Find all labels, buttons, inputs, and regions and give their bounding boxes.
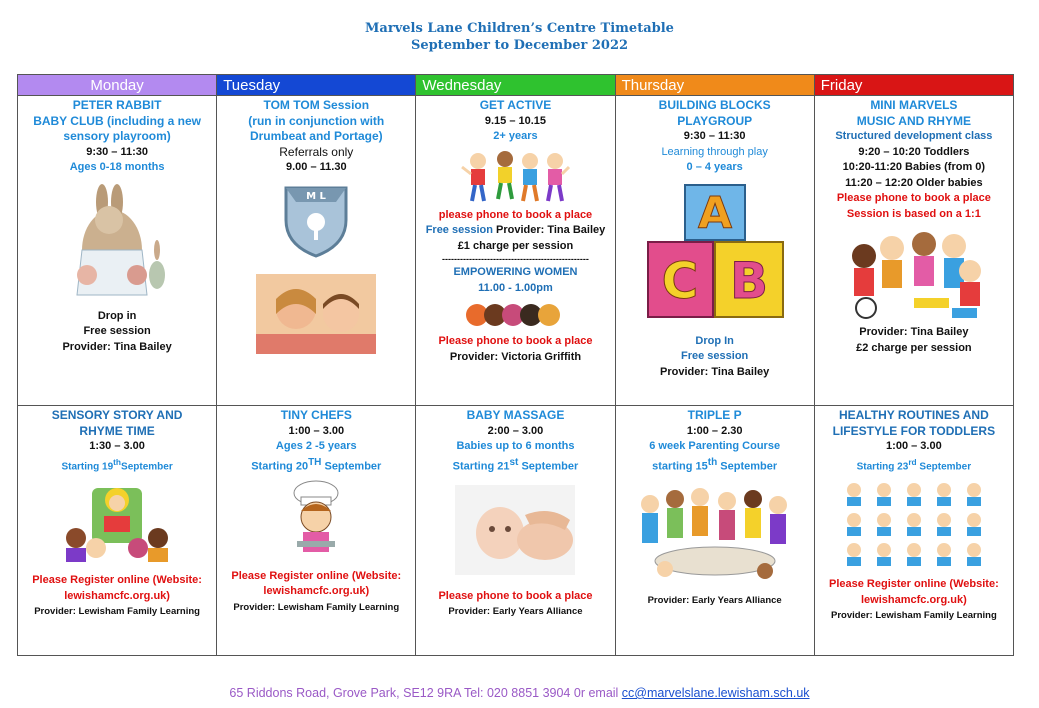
music-children-illustration [844,226,984,321]
school-shield-logo [276,180,356,260]
session-title: GET ACTIVE [479,98,552,112]
phone-to-book-text: Please phone to book a place [438,335,593,347]
active-children-illustration [460,149,570,204]
session-ages: Ages 2 -5 years [275,440,357,452]
session-time: 9.00 – 11.30 [286,161,347,173]
session-title-line: Drumbeat and Portage) [249,129,383,143]
drop-in-text: Drop In [695,334,734,347]
monday-morning-session [18,96,217,406]
peter-rabbit-illustration [57,180,177,305]
session-title: PETER RABBIT [72,98,162,112]
register-online-text: Please Register online (Website: [231,569,402,582]
daily-routine-illustration [839,478,989,573]
start-month: September [518,460,579,473]
shield-letters: M L [306,190,327,202]
page-subtitle: September to December 2022 [410,38,629,53]
session-ages: Babies up to 6 months [456,440,575,452]
page-title: Marvels Lane Children’s Centre Timetable [365,21,674,36]
session-title-line: RHYME TIME [79,423,155,438]
charge-text: £1 charge per session [457,239,574,252]
register-online-text: Please Register online (Website: [32,574,202,587]
class-description: Structured development class [835,130,993,142]
baby-massage-photo [455,485,575,575]
friday-afternoon-session [814,406,1013,656]
wednesday-morning-session [416,96,615,406]
drop-in-text: Drop in [97,309,137,322]
session-time: 1:30 – 3.00 [89,440,145,452]
parenting-group-illustration [635,479,795,589]
session-title: TRIPLE P [687,408,742,422]
thursday-afternoon-session [615,406,814,656]
women-faces-illustration [465,300,565,330]
day-header-wednesday: Wednesday [416,75,615,96]
one-to-one-text: Session is based on a 1:1 [846,207,981,220]
timetable [17,74,1014,656]
start-date-suffix: th [707,456,718,468]
block-letter: C [661,251,699,310]
start-date-suffix: st [509,456,519,468]
start-date: Starting 21 [452,460,510,473]
thursday-morning-session [615,96,814,406]
block-letter: A [697,187,732,239]
provider-text: Provider: Early Years Alliance [448,606,583,618]
learning-text: Learning through play [661,145,768,158]
start-date: Starting 19 [61,460,114,472]
session-title: BABY MASSAGE [466,408,565,422]
session-ages: Ages 0-18 months [69,161,165,173]
phone-to-book-text: please phone to book a place [438,208,593,221]
footer-contact [0,686,1039,700]
start-date-suffix: th [113,456,122,467]
adult-child-photo [256,274,376,354]
session-title-line: (run in conjunction with [248,113,385,128]
story-time-illustration [62,478,172,563]
wednesday-afternoon-session [416,406,615,656]
provider-text: Provider: Tina Bailey [62,340,172,353]
session-ages: 0 – 4 years [686,161,743,173]
start-date: starting 15 [652,460,708,473]
session-title-line: MUSIC AND RHYME [856,113,971,128]
session-title-line: LIFESTYLE FOR TODDLERS [832,423,996,438]
free-session-text: Free session [425,224,493,236]
session-title: TOM TOM Session [263,98,370,112]
session-title: EMPOWERING WOMEN [453,266,578,278]
website-text: lewishamcfc.org.uk) [263,585,370,598]
monday-afternoon-session [18,406,217,656]
session-title: SENSORY STORY AND [51,408,183,422]
free-session-text: Free session [681,350,749,362]
charge-text: £2 charge per session [856,341,972,354]
session-title-line: sensory playroom) [63,129,171,143]
start-date: Starting 23 [856,460,909,472]
website-text: lewishamcfc.org.uk) [64,589,170,602]
session-title: BUILDING BLOCKS [658,98,771,112]
day-header-tuesday: Tuesday [217,75,416,96]
start-date-suffix: TH [308,456,322,468]
day-header-thursday: Thursday [615,75,814,96]
abc-blocks-illustration [640,180,790,330]
provider-text: Provider: Tina Bailey [660,365,770,378]
start-month: September [916,460,972,472]
course-text: 6 week Parenting Course [649,440,781,452]
start-month: September [121,460,173,472]
register-online-text: Please Register online (Website: [829,578,999,591]
provider-text: Provider: Early Years Alliance [647,594,782,606]
session-title: MINI MARVELS [870,98,958,112]
session-ages: 2+ years [493,130,538,142]
divider-line: ------------------------------------------------- [442,254,589,264]
provider-text: Provider: Lewisham Family Learning [830,610,997,622]
email-link[interactable]: cc@marvelslane.lewisham.sch.uk [621,686,810,700]
session-time: 9:30 – 11:30 [683,130,746,142]
referrals-text: Referrals only [279,144,354,159]
tuesday-morning-session [217,96,416,406]
session-time: 9.15 – 10.15 [484,114,547,127]
session-title: TINY CHEFS [280,408,352,422]
provider-text: Provider: Lewisham Family Learning [34,606,200,618]
provider-text: Provider: Tina Bailey [492,224,606,236]
start-date: Starting 20 [251,460,309,473]
provider-text: Provider: Tina Bailey [859,326,969,338]
tuesday-afternoon-session [217,406,416,656]
time-slot: 11:20 – 12:20 Older babies [845,176,983,189]
start-month: September [717,460,778,473]
time-slot: 10:20-11:20 Babies (from 0) [842,161,986,173]
tiny-chef-illustration [281,479,351,559]
session-time: 1:00 – 3.00 [288,424,345,437]
session-time: 2:00 – 3.00 [487,424,544,437]
provider-text: Provider: Victoria Griffith [449,350,582,363]
session-title: HEALTHY ROUTINES AND [838,408,989,422]
session-time: 9:30 – 11:30 [86,145,148,158]
day-header-friday: Friday [814,75,1013,96]
start-month: September [321,460,382,473]
session-time: 11.00 - 1.00pm [478,281,553,294]
session-time: 1:00 – 3.00 [886,440,942,452]
phone-to-book-text: Please phone to book a place [836,192,991,204]
provider-text: Provider: Lewisham Family Learning [233,601,400,613]
session-time: 1:00 – 2.30 [686,424,743,437]
phone-to-book-text: Please phone to book a place [438,589,593,602]
website-text: lewishamcfc.org.uk) [860,593,967,606]
session-title-line: PLAYGROUP [677,113,753,128]
footer-address: 65 Riddons Road, Grove Park, SE12 9RA Tel: 020 8851 3904 0r email [229,686,622,700]
session-title-line: BABY CLUB (including a new [33,113,201,128]
time-slot: 9:20 – 10:20 Toddlers [858,145,970,158]
day-header-monday: Monday [18,75,217,96]
free-session-text: Free session [83,325,151,337]
start-date-suffix: rd [908,456,917,467]
block-letter: B [729,251,768,310]
friday-morning-session [814,96,1013,406]
